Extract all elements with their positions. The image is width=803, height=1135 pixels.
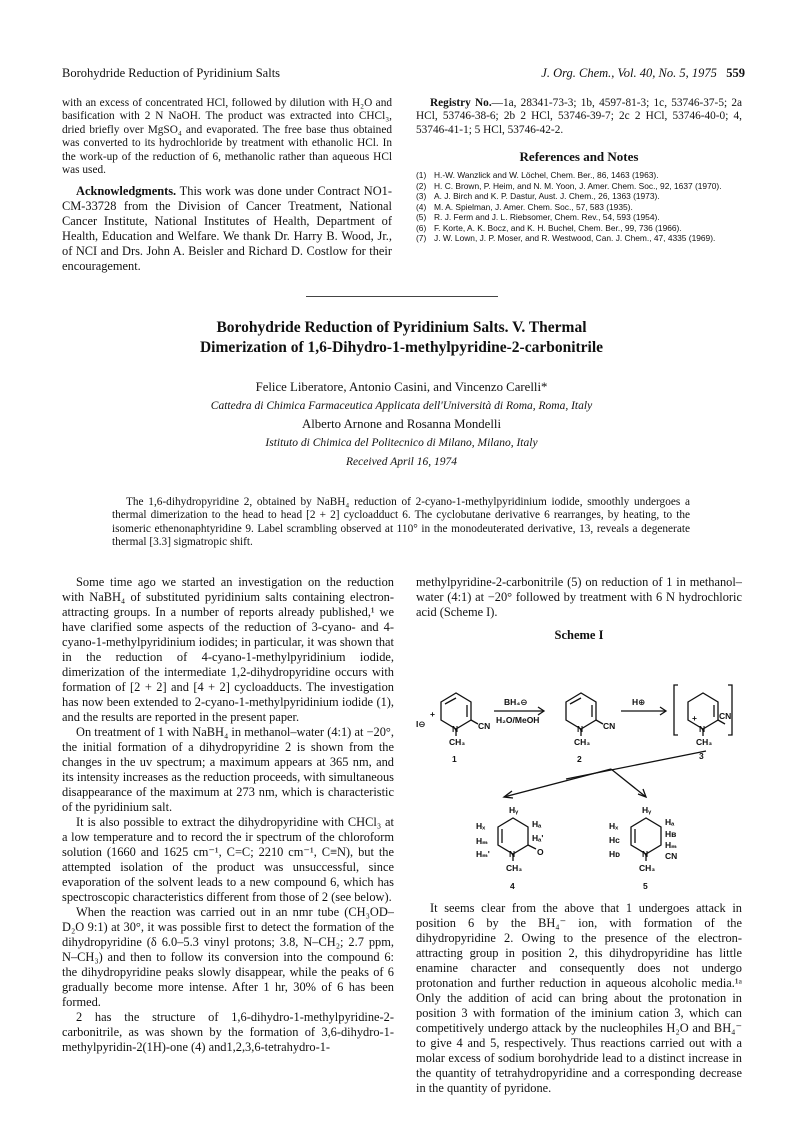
prev-article-right-column: [416, 97, 742, 244]
registry-text: —1a, 28341-73-3; 1b, 4597-81-3; 1c, 53746-37-5; 2a HCl, 53746-38-6; 2b 2 HCl, 53746-39-7; 2c 2 HCl, 53746-40-0; 4, 53746-41-1; 5 HCl, 53746-42-2.: [416, 97, 742, 136]
received-date: Received April 16, 1974: [346, 456, 457, 468]
compound-label-2: 2: [577, 754, 582, 764]
journal-citation: [541, 66, 745, 81]
proton-hy: Hᵧ: [642, 805, 652, 815]
body-paragraph: It is also possible to extract the dihydropyridine with CHCl₃ at a low temperature and to record the ir spectrum of the chloroform solution (1660 and 1625 cm⁻¹, C=C; 2210 cm⁻¹, C≡N), but the attempted isolation of the product was unsuccessful, since evaporation of the solvent leads to a new compound 6, which has spectroscopic characteristics different from those of 2 (see below).: [62, 815, 394, 904]
n-label: N: [577, 724, 584, 734]
cn-label: CN: [665, 851, 678, 861]
proton-hc: Hᴄ: [609, 835, 620, 845]
proton-hb: Hʙ: [665, 829, 677, 839]
body-right-column: [416, 575, 742, 1096]
body-paragraph: Some time ago we started an investigation on the reduction with NaBH₄ of substituted pyridinium salts containing electron-attracting groups. In a number of reports already published,¹ we have clarified some aspects of the reduction of 3-cyano- and 4-cyano-1-methylpyridinium iodides; in particular, it was shown that in the reduction of 4-cyano-1-methylpyridinium iodide, dimerization of the intermediate 1,2-dihydropyridine occurs with formation of [2 + 2] and [4 + 2] cycloadducts. The investigation has now been extended to 2-cyano-1-methylpyridinium iodide (1), and the results are reported in the present paper.: [62, 575, 394, 724]
registry-numbers: [416, 97, 742, 137]
article-divider: [306, 296, 498, 297]
registry-label: Registry No.: [430, 97, 492, 109]
ch3-label: CH₃: [506, 863, 523, 873]
proton-hx: Hₓ: [609, 821, 619, 831]
page-number: 559: [726, 66, 745, 80]
affiliation-1: Cattedra di Chimica Farmaceutica Applicata dell'Università di Roma, Roma, Italy: [210, 400, 593, 412]
reference-text: H.-W. Wanzlick and W. Löchel, Chem. Ber., 86, 1463 (1963).: [434, 170, 659, 181]
running-title: Borohydride Reduction of Pyridinium Salts: [62, 66, 281, 80]
reference-item: [416, 223, 742, 234]
reference-number: (1): [416, 170, 427, 181]
cn-label: CN: [719, 711, 732, 721]
compound-label-4: 4: [510, 881, 515, 891]
reference-item: [416, 212, 742, 223]
proton-hy: Hᵧ: [509, 805, 519, 815]
reference-text: F. Korte, A. K. Bocz, and K. H. Buchel, Chem. Ber., 99, 736 (1966).: [434, 222, 682, 233]
author-block: [80, 380, 723, 468]
ch3-label: CH₃: [696, 737, 713, 747]
proton-hm: Hₘ: [665, 840, 677, 850]
n-label: N: [509, 849, 516, 859]
prev-article-left-column: [62, 97, 392, 274]
ch3-label: CH₃: [574, 737, 591, 747]
reference-item: [416, 191, 742, 202]
plus-charge: +: [692, 713, 697, 723]
body-paragraph: methylpyridine-2-carbonitrile (5) on reduction of 1 in methanol–water (4:1) at −20° followed by treatment with 6 N hydrochloric acid (Scheme I).: [416, 575, 742, 619]
reference-number: (7): [416, 233, 427, 244]
proton-hx: Hₓ: [476, 821, 486, 831]
reagent-solvent: H₂O/MeOH: [496, 715, 540, 725]
proton-ha: Hₐ: [532, 819, 542, 829]
iodide-label: I⊖: [416, 719, 426, 729]
body-paragraph: On treatment of 1 with NaBH₄ in methanol–water (4:1) at −20°, the initial formation of a dihydropyridine 2 is shown from the changes in the uv spectrum; a maximum appears at 365 nm, and its intensity increases as the reduction proceeds, with simultaneous disappearance of the maximum at 273 nm, which is characteristic of the pyridinium salt.: [62, 725, 394, 814]
reference-number: (4): [416, 201, 427, 212]
reference-number: (3): [416, 191, 427, 202]
reference-text: H. C. Brown, P. Heim, and N. M. Yoon, J. Amer. Chem. Soc., 92, 1637 (1970).: [434, 180, 722, 191]
ack-text: This work was done under Contract NO1-CM-33728 from the Division of Cancer Treatment, National Cancer Institute, National Institutes of Health, Department of Health, Education and Welfare. We thank Dr. Harry B. Wood, Jr., of NCI and Drs. John A. Beisler and Richard D. Costlow for their encouragement.: [62, 184, 392, 274]
ch3-label: CH₃: [449, 737, 466, 747]
title-line-1: Borohydride Reduction of Pyridinium Salts. V. Thermal: [216, 319, 587, 336]
reference-text: A. J. Birch and K. P. Dastur, Aust. J. Chem., 26, 1363 (1973).: [434, 191, 660, 202]
compound-label-3: 3: [699, 751, 704, 761]
reference-number: (5): [416, 212, 427, 223]
compound-label-5: 5: [643, 881, 648, 891]
proton-ha: Hₐ: [665, 817, 675, 827]
carbonyl-o: O: [537, 847, 544, 857]
scheme-title: Scheme I: [554, 628, 604, 642]
reference-item: [416, 233, 742, 244]
reagent-acid: H⊕: [632, 697, 646, 707]
proton-hd: Hᴅ: [609, 849, 621, 859]
proton-hm: Hₘ: [476, 836, 488, 846]
reference-item: [416, 202, 742, 213]
n-label: N: [452, 724, 459, 734]
body-paragraph: 2 has the structure of 1,6-dihydro-1-methylpyridine-2-carbonitrile, as was shown by the formation of 3,6-dihydro-1-methylpyridin-2(1H)-one (4) and1,2,3,6-tetrahydro-1-: [62, 1010, 394, 1054]
reference-text: R. J. Ferm and J. L. Riebsomer, Chem. Rev., 54, 593 (1954).: [434, 212, 660, 223]
ch3-label: CH₃: [639, 863, 656, 873]
n-label: N: [699, 724, 706, 734]
reference-text: M. A. Spielman, J. Amer. Chem. Soc., 57, 583 (1935).: [434, 201, 633, 212]
body-left-column: [62, 575, 394, 1055]
article-title: [80, 318, 723, 358]
references-heading: References and Notes: [519, 149, 639, 165]
scheme-diagram: [416, 647, 742, 897]
journal-name: J. Org. Chem., Vol. 40, No. 5, 1975: [541, 66, 717, 80]
affiliation-2: Istituto di Chimica del Politecnico di Milano, Milano, Italy: [265, 437, 538, 449]
authors-group-2: Alberto Arnone and Rosanna Mondelli: [301, 417, 502, 431]
references-list: [416, 170, 742, 244]
ack-label: Acknowledgments.: [76, 184, 177, 199]
body-paragraph: It seems clear from the above that 1 undergoes attack in position 6 by the BH₄⁻ ion, with formation of the dihydropyridine 2. Owing to the presence of the electron-attracting group in position 2, this dihydropyridine has little enamine character and consequently does not undergo protonation and further reduction in aqueous alcoholic media.¹ᵃ Only the addition of acid can bring about the protonation in position 3 with formation of the iminium cation 3, which can competitively undergo attack by the nucleophiles H₂O and BH₄⁻ to give 4 and 5, respectively. Thus reactions carried out with a molar excess of sodium borohydride lead to a distinct increase in the quantity of tetrahydropyridine and a corresponding decrease in the quantity of pyridone.: [416, 901, 742, 1095]
n-label: N: [642, 849, 649, 859]
body-paragraph: When the reaction was carried out in an nmr tube (CH₃OD–D₂O 9:1) at 30°, it was possible first to detect the formation of the dihydropyridine (δ 6.0–5.3 vinyl protons; 3.8, N–CH₂; 2.7 ppm, N–CH₃) and then to follow its conversion into the compound 6: the dihydropyridine peaks slowly disappear, while the peaks of 6 gradually become more intense. After 1 hr, 30% of 6 has been formed.: [62, 905, 394, 1009]
reference-item: [416, 181, 742, 192]
experimental-tail: with an excess of concentrated HCl, followed by dilution with H₂O and basification with 2 N NaOH. The product was extracted into CHCl₃, dried briefly over MgSO₄ and evaporated. The free base thus obtained was converted to its hydrochloride by treatment with ethanolic HCl. In the work-up of the reduction of 6, methanolic rather than aqueous HCl was used.: [62, 97, 392, 177]
reference-number: (2): [416, 180, 427, 191]
acknowledgments: [62, 184, 392, 274]
reference-number: (6): [416, 222, 427, 233]
authors-group-1: Felice Liberatore, Antonio Casini, and Vincenzo Carelli*: [255, 380, 548, 394]
proton-ha-prime: Hₐ': [532, 833, 544, 843]
reference-text: J. W. Lown, J. P. Moser, and R. Westwood, Can. J. Chem., 47, 4335 (1969).: [434, 233, 716, 244]
reagent-borohydride: BH₄⊖: [504, 697, 528, 707]
cn-label: CN: [603, 721, 616, 731]
cn-label: CN: [478, 721, 491, 731]
plus-charge: +: [430, 709, 435, 719]
proton-hm-prime: Hₘ': [476, 849, 490, 859]
compound-label-1: 1: [452, 754, 457, 764]
title-line-2: Dimerization of 1,6-Dihydro-1-methylpyridine-2-carbonitrile: [199, 339, 604, 356]
abstract: The 1,6-dihydropyridine 2, obtained by NaBH₄ reduction of 2-cyano-1-methylpyridinium iodide, smoothly undergoes a thermal dimerization to the head to head [2 + 2] cycloadduct 6. The cyclobutane derivative 6 rearranges, by heating, to the isomeric ethenonaphtyridine 9. Label scrambling observed at 110° in the monodeuterated derivative, 13, reveals a degenerate thermal [3.3] sigmatropic shift.: [112, 496, 690, 549]
reference-item: [416, 170, 742, 181]
